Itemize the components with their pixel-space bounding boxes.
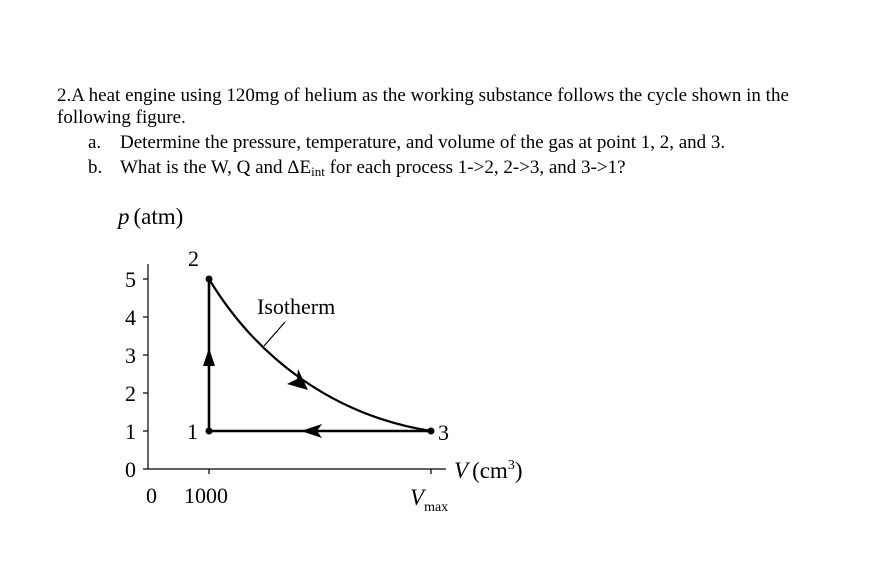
y-ticks <box>125 267 148 482</box>
y-tick-label-2: 2 <box>125 381 136 406</box>
x-tick-label-vmax-sub: max <box>424 500 449 515</box>
y-tick-label-1: 1 <box>125 419 136 444</box>
isotherm-pointer-line <box>264 322 285 346</box>
x-tick-label-1000: 1000 <box>184 483 228 508</box>
question-b-text-pre: What is the W, Q and ΔE <box>120 157 312 178</box>
y-tick-label-4: 4 <box>125 305 136 330</box>
point-2-dot <box>206 276 213 283</box>
question-b-text-post: for each process 1->2, 2->3, and 3->1? <box>324 157 626 178</box>
x-axis-label-var: V <box>454 458 469 483</box>
problem-line-1: 2.A heat engine using 120mg of helium as the working substance follows the cycle shown in the <box>57 85 789 106</box>
question-a-text: Determine the pressure, temperature, and volume of the gas at point 1, 2, and 3. <box>120 132 726 153</box>
y-tick-label-0: 0 <box>125 457 136 482</box>
arrow-up-icon <box>203 348 215 366</box>
question-a-marker: a. <box>88 132 102 153</box>
x-tick-label-vmax <box>410 485 448 515</box>
y-tick-label-5: 5 <box>125 267 136 292</box>
isotherm-label: Isotherm <box>257 294 336 319</box>
x-axis-label <box>454 458 523 483</box>
x-axis-label-close: ) <box>514 458 523 483</box>
y-axis-label <box>116 204 183 229</box>
point-3-dot <box>428 428 435 435</box>
point-1-label: 1 <box>187 419 198 444</box>
y-tick-label-3: 3 <box>125 343 136 368</box>
arrow-curve-icon <box>287 369 308 390</box>
point-3-label: 3 <box>438 420 449 445</box>
problem-line-2: following figure. <box>57 107 186 128</box>
x-tick-label-vmax-main: V <box>410 485 425 510</box>
question-b-subscript: int <box>311 164 325 179</box>
x-tick-label-0: 0 <box>146 483 157 508</box>
y-axis-label-var: p <box>118 204 130 229</box>
point-1-dot <box>206 428 213 435</box>
question-b-marker: b. <box>88 157 103 178</box>
x-axis-label-unit: (cm <box>472 458 508 483</box>
x-axis-label-sup: 3 <box>507 458 515 473</box>
point-2-label: 2 <box>188 246 199 271</box>
y-axis-label-unit: (atm) <box>133 204 184 229</box>
